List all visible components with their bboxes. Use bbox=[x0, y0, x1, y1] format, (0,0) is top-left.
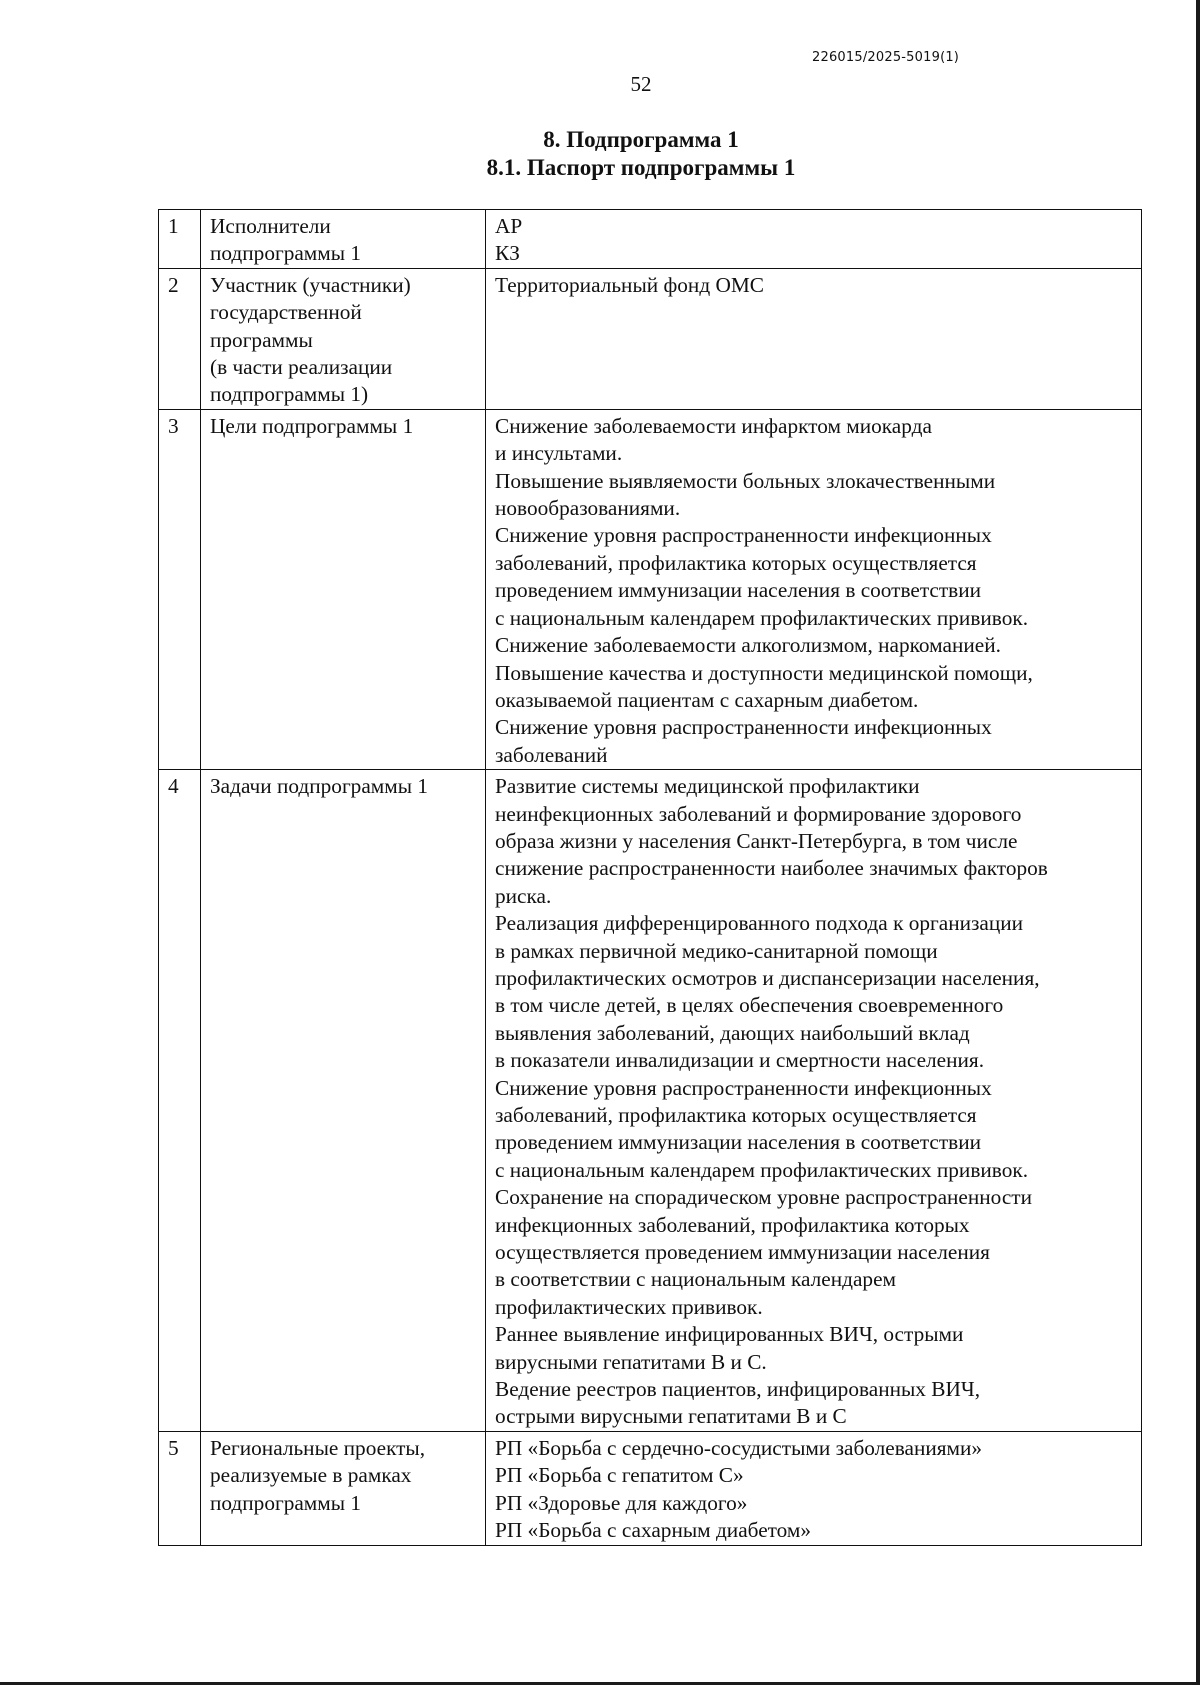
row-content-cell bbox=[486, 1431, 1142, 1545]
row-content-line: риска. bbox=[495, 883, 552, 908]
row-label-cell bbox=[201, 268, 486, 409]
row-label-line: подпрограммы 1 bbox=[210, 241, 362, 266]
row-content-line: Повышение качества и доступности медицинской помощи, bbox=[495, 660, 1033, 685]
row-number-cell bbox=[159, 1431, 201, 1545]
row-content-line: РП «Борьба с гепатитом C» bbox=[495, 1463, 744, 1488]
row-content-line: Реализация дифференцированного подхода к организации bbox=[495, 911, 1024, 936]
row-number: 2 bbox=[168, 272, 179, 297]
row-label-line: Региональные проекты, bbox=[210, 1435, 426, 1460]
row-content-line: Снижение уровня распространенности инфекционных bbox=[495, 715, 992, 740]
row-label-line: Задачи подпрограммы 1 bbox=[210, 774, 429, 799]
table-row bbox=[159, 268, 1142, 409]
row-content-line: заболеваний, профилактика которых осуществляется bbox=[495, 1103, 977, 1127]
row-label-line: подпрограммы 1) bbox=[210, 382, 369, 407]
row-content-line: РП «Здоровье для каждого» bbox=[495, 1490, 748, 1515]
row-label-line: (в части реализации bbox=[210, 355, 393, 380]
table-row bbox=[159, 770, 1142, 1432]
row-number: 4 bbox=[168, 774, 179, 799]
row-content-line: профилактических осмотров и диспансеризации населения, bbox=[495, 965, 1040, 990]
table-row bbox=[159, 1431, 1142, 1545]
row-content-line: с национальным календарем профилактических прививок. bbox=[495, 1157, 1029, 1182]
scan-border-right bbox=[1196, 0, 1200, 1685]
row-label-line: Участник (участники) bbox=[210, 272, 411, 297]
row-content-line: в показатели инвалидизации и смертности населения. bbox=[495, 1048, 985, 1073]
row-label-line: государственной bbox=[210, 300, 362, 325]
row-content-line: заболеваний bbox=[495, 742, 608, 767]
row-content-cell bbox=[486, 770, 1142, 1432]
table-row bbox=[159, 409, 1142, 769]
row-number-cell bbox=[159, 210, 201, 269]
row-label-cell bbox=[201, 770, 486, 1432]
row-content-line: РП «Борьба с сахарным диабетом» bbox=[495, 1518, 812, 1543]
row-number: 5 bbox=[168, 1435, 179, 1460]
row-content-line: РП «Борьба с сердечно-сосудистыми заболеваниями» bbox=[495, 1435, 983, 1460]
row-content-line: осуществляется проведением иммунизации населения bbox=[495, 1240, 990, 1265]
row-label-line: Цели подпрограммы 1 bbox=[210, 413, 414, 438]
table-row bbox=[159, 210, 1142, 269]
row-label-line: программы bbox=[210, 327, 313, 352]
row-content-line: снижение распространенности наиболее значимых факторов bbox=[495, 856, 1048, 881]
page-number: 52 bbox=[630, 72, 652, 96]
subprogram-passport-table bbox=[158, 209, 1142, 1546]
row-content-line: острыми вирусными гепатитами B и C bbox=[495, 1404, 847, 1429]
row-content-line: Снижение заболеваемости инфарктом миокарда bbox=[495, 413, 932, 438]
row-content-line: Повышение выявляемости больных злокачественными bbox=[495, 468, 996, 493]
row-content-line: в соответствии с национальным календарем bbox=[495, 1267, 897, 1292]
row-content-line: неинфекционных заболеваний и формирование здорового bbox=[495, 801, 1022, 826]
row-content-line: инфекционных заболеваний, профилактика которых bbox=[495, 1212, 970, 1237]
row-content-line: новообразованиями. bbox=[495, 496, 681, 521]
row-content-line: в рамках первичной медико-санитарной помощи bbox=[495, 938, 938, 963]
row-content-line: КЗ bbox=[495, 241, 520, 266]
row-content-cell bbox=[486, 268, 1142, 409]
row-content-line: проведением иммунизации населения в соответствии bbox=[495, 1130, 982, 1155]
row-content-line: Раннее выявление инфицированных ВИЧ, острыми bbox=[495, 1322, 964, 1347]
row-content-line: Развитие системы медицинской профилактики bbox=[495, 774, 920, 799]
subsection-title: 8.1. Паспорт подпрограммы 1 bbox=[486, 155, 796, 180]
document-id: 226015/2025-5019(1) bbox=[812, 50, 960, 65]
row-label-line: Исполнители bbox=[210, 214, 331, 238]
row-label-cell bbox=[201, 1431, 486, 1545]
row-content-line: заболеваний, профилактика которых осуществляется bbox=[495, 550, 977, 575]
row-number-cell bbox=[159, 770, 201, 1432]
row-label-cell bbox=[201, 409, 486, 769]
row-number-cell bbox=[159, 268, 201, 409]
row-content-line: оказываемой пациентам с сахарным диабетом. bbox=[495, 687, 919, 712]
row-number: 1 bbox=[168, 214, 179, 238]
row-content-line: Снижение заболеваемости алкоголизмом, наркоманией. bbox=[495, 633, 1001, 658]
row-content-line: образа жизни у населения Санкт-Петербурга, в том числе bbox=[495, 828, 1018, 853]
row-content-line: Снижение уровня распространенности инфекционных bbox=[495, 523, 992, 548]
row-content-line: с национальным календарем профилактических прививок. bbox=[495, 605, 1029, 630]
row-content-line: в том числе детей, в целях обеспечения своевременного bbox=[495, 993, 1004, 1018]
section-title: 8. Подпрограмма 1 bbox=[543, 127, 739, 152]
row-label-cell bbox=[201, 210, 486, 269]
row-label-line: реализуемые в рамках bbox=[210, 1463, 412, 1488]
row-content-line: Сохранение на спорадическом уровне распространенности bbox=[495, 1185, 1033, 1210]
row-number: 3 bbox=[168, 413, 179, 438]
row-number-cell bbox=[159, 409, 201, 769]
row-content-line: Снижение уровня распространенности инфекционных bbox=[495, 1075, 992, 1100]
row-content-line: проведением иммунизации населения в соответствии bbox=[495, 578, 982, 603]
row-content-line: вирусными гепатитами B и C. bbox=[495, 1349, 767, 1374]
row-content-line: и инсультами. bbox=[495, 441, 623, 466]
row-content-line: профилактических прививок. bbox=[495, 1294, 763, 1319]
row-content-cell bbox=[486, 409, 1142, 769]
row-label-line: подпрограммы 1 bbox=[210, 1490, 362, 1515]
row-content-line: АР bbox=[495, 214, 523, 238]
row-content-cell bbox=[486, 210, 1142, 269]
row-content-line: Ведение реестров пациентов, инфицированных ВИЧ, bbox=[495, 1377, 981, 1402]
row-content-line: Территориальный фонд ОМС bbox=[495, 272, 764, 297]
row-content-line: выявления заболеваний, дающих наибольший вклад bbox=[495, 1020, 970, 1045]
